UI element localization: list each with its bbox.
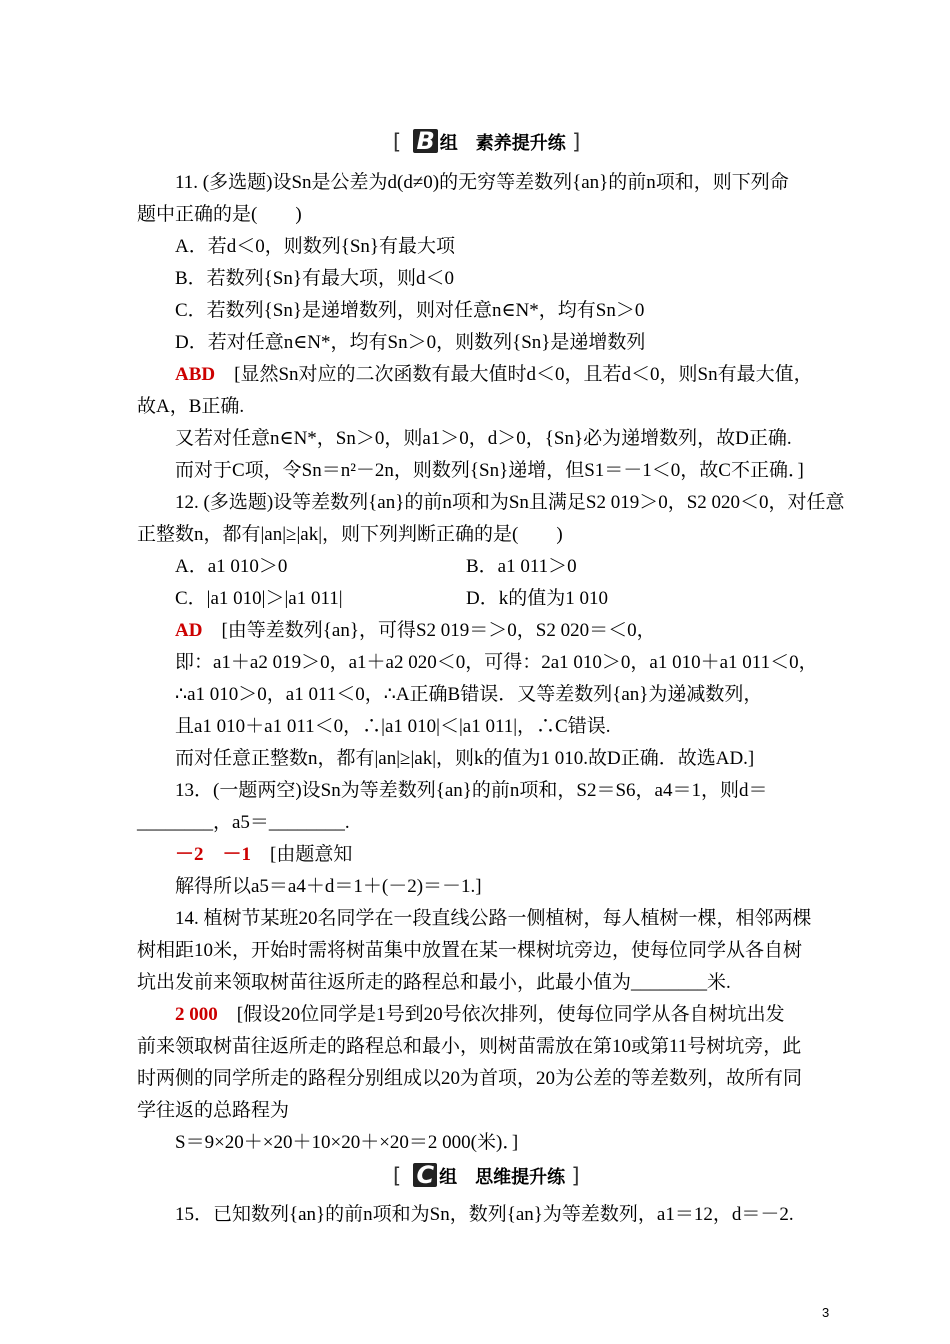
bracket-open: [ — [393, 130, 402, 154]
text-line: 12. (多选题)设等差数列{an}的前n项和为Sn且满足S2 019＞0，S2 020＜0，对任意 — [175, 492, 845, 513]
text-line: 故A，B正确. — [137, 396, 245, 417]
option-line: A．a1 010＞0 — [175, 556, 288, 577]
option-line: C．若数列{Sn}是递增数列，则对任意n∈N*，均有Sn＞0 — [175, 300, 645, 321]
group-letter-b: B — [413, 129, 437, 153]
text-line: 而对任意正整数n，都有|an|≥|ak|，则k的值为1 010.故D正确．故选AD.] — [175, 748, 755, 769]
text-line: 正整数n，都有|an|≥|ak|，则下列判断正确的是( ) — [137, 524, 563, 545]
answer-text: [由等差数列{an}，可得S2 019＝＞0，S2 020＝＜0， — [221, 620, 656, 641]
bracket-open: [ — [393, 1164, 402, 1188]
text-line: 即：a1＋a2 019＞0，a1＋a2 020＜0，可得：2a1 010＞0，a1 010＋a1 011＜0， — [175, 652, 818, 673]
option-line: B．若数列{Sn}有最大项，则d＜0 — [175, 268, 454, 289]
answer-text: [由题意知 — [270, 844, 353, 865]
option-line: A．若d＜0，则数列{Sn}有最大项 — [175, 236, 456, 257]
group-label: 组 — [439, 1167, 458, 1188]
text-line: 15．已知数列{an}的前n项和为Sn，数列{an}为等差数列，a1＝12，d＝－2. — [175, 1204, 794, 1225]
text-line: 而对于C项，令Sn＝n²－2n，则数列{Sn}递增，但S1＝－1＜0，故C不正确．] — [175, 460, 804, 481]
text-line: 11. (多选题)设Sn是公差为d(d≠0)的无穷等差数列{an}的前n项和，则下列命 — [175, 172, 789, 193]
answer-label: AD — [175, 620, 203, 641]
text-line: 且a1 010＋a1 011＜0，∴|a1 010|＜|a1 011|，∴C错误. — [175, 716, 611, 737]
group-label: 组 — [439, 133, 458, 154]
text-line: 又若对任意n∈N*，Sn＞0，则a1＞0，d＞0，{Sn}必为递增数列，故D正确. — [175, 428, 792, 449]
page-number: 3 — [822, 1305, 830, 1320]
text-line: S＝9×20＋×20＋10×20＋×20＝2 000(米)．] — [175, 1132, 519, 1153]
answer-text: [假设20位同学是1号到20号依次排列，使每位同学从各自树坑出发 — [236, 1004, 785, 1025]
option-line: B．a1 011＞0 — [466, 556, 577, 577]
section-header-b — [393, 129, 580, 157]
text-line: 学往返的总路程为 — [137, 1100, 290, 1121]
text-line: 时两侧的同学所走的路程分别组成以20为首项，20为公差的等差数列，故所有同 — [137, 1068, 803, 1089]
option-line: D．k的值为1 010 — [466, 588, 608, 609]
text-line: 坑出发前来领取树苗往返所走的路程总和最小，此最小值为________米. — [137, 972, 731, 993]
answer-text: [显然Sn对应的二次函数有最大值时d＜0，且若d＜0，则Sn有最大值， — [234, 364, 813, 385]
text-line: 解得所以a5＝a4＋d＝1＋(－2)＝－1.] — [175, 876, 482, 897]
text-line: 题中正确的是( ) — [137, 204, 302, 225]
option-line: C．|a1 010|＞|a1 011| — [175, 588, 343, 609]
bracket-close: ] — [572, 130, 581, 154]
option-line: D．若对任意n∈N*，均有Sn＞0，则数列{Sn}是递增数列 — [175, 332, 646, 353]
text-line: 13．(一题两空)设Sn为等差数列{an}的前n项和，S2＝S6，a4＝1，则d＝ — [175, 780, 768, 801]
section-title: 素养提升练 — [475, 133, 566, 154]
bracket-close: ] — [571, 1164, 580, 1188]
text-line: 树相距10米，开始时需将树苗集中放置在某一棵树坑旁边，使每位同学从各自树 — [137, 940, 803, 961]
answer-line — [175, 363, 813, 387]
text-line: 14. 植树节某班20名同学在一段直线公路一侧植树，每人植树一棵，相邻两棵 — [175, 908, 812, 929]
answer-label: ABD — [175, 364, 216, 385]
section-title: 思维提升练 — [475, 1167, 566, 1188]
answer-line — [175, 619, 656, 643]
answer-line — [175, 843, 352, 867]
text-line: 前来领取树苗往返所走的路程总和最小，则树苗需放在第10或第11号树坑旁，此 — [137, 1036, 802, 1057]
group-letter-c: C — [413, 1163, 437, 1187]
answer-label: 2 000 — [175, 1004, 218, 1025]
text-line: ∴a1 010＞0，a1 011＜0，∴A正确B错误．又等差数列{an}为递减数列， — [175, 684, 763, 705]
section-header-c — [393, 1163, 580, 1191]
answer-label: －2 －1 — [175, 844, 252, 865]
text-line: ________，a5＝________. — [137, 812, 350, 833]
answer-line — [175, 1003, 785, 1027]
